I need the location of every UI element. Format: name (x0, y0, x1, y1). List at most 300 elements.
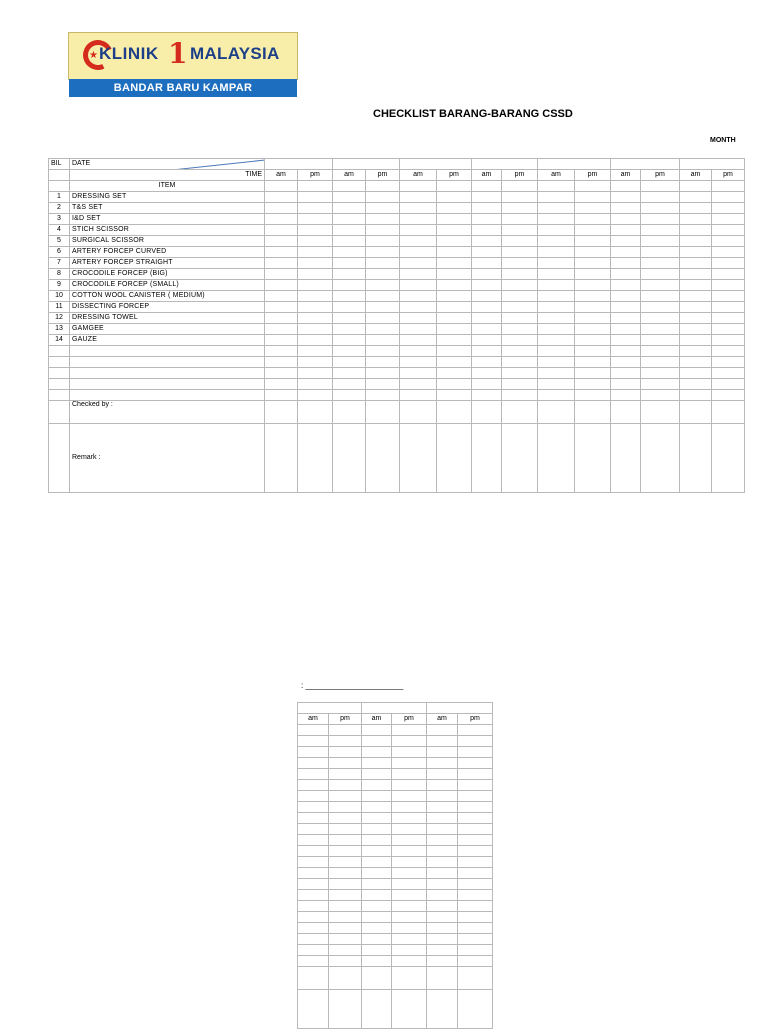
check-cell[interactable] (333, 236, 366, 247)
check-cell[interactable] (502, 280, 538, 291)
check-cell[interactable] (538, 335, 575, 346)
remark-cell[interactable] (437, 424, 472, 493)
check-cell[interactable] (712, 313, 745, 324)
check-cell[interactable] (427, 956, 458, 967)
check-cell[interactable] (329, 912, 362, 923)
check-cell[interactable] (333, 291, 366, 302)
check-cell[interactable] (641, 225, 680, 236)
check-cell[interactable] (329, 945, 362, 956)
check-cell[interactable] (680, 313, 712, 324)
remark-cell[interactable] (502, 424, 538, 493)
check-cell[interactable] (366, 203, 400, 214)
check-cell[interactable] (329, 736, 362, 747)
check-cell[interactable] (437, 192, 472, 203)
check-cell[interactable] (333, 203, 366, 214)
check-cell[interactable] (362, 901, 392, 912)
check-cell[interactable] (298, 258, 333, 269)
check-cell[interactable] (712, 302, 745, 313)
check-cell[interactable] (458, 879, 493, 890)
check-cell[interactable] (472, 258, 502, 269)
check-cell[interactable] (298, 912, 329, 923)
check-cell[interactable] (392, 758, 427, 769)
check-cell[interactable] (472, 324, 502, 335)
check-cell[interactable] (680, 258, 712, 269)
check-cell[interactable] (458, 945, 493, 956)
check-cell[interactable] (611, 225, 641, 236)
check-cell[interactable] (611, 335, 641, 346)
check-cell[interactable] (538, 269, 575, 280)
check-cell[interactable] (502, 269, 538, 280)
check-cell[interactable] (427, 813, 458, 824)
check-cell[interactable] (265, 324, 298, 335)
check-cell[interactable] (392, 868, 427, 879)
check-cell[interactable] (333, 313, 366, 324)
check-cell[interactable] (458, 846, 493, 857)
check-cell[interactable] (366, 302, 400, 313)
check-cell[interactable] (458, 813, 493, 824)
check-cell[interactable] (611, 214, 641, 225)
check-cell[interactable] (366, 225, 400, 236)
check-cell[interactable] (538, 280, 575, 291)
check-cell[interactable] (680, 247, 712, 258)
check-cell[interactable] (458, 791, 493, 802)
check-cell[interactable] (298, 225, 333, 236)
signature-cell[interactable] (472, 401, 502, 424)
check-cell[interactable] (362, 813, 392, 824)
check-cell[interactable] (392, 736, 427, 747)
check-cell[interactable] (298, 192, 333, 203)
check-cell[interactable] (400, 192, 437, 203)
check-cell[interactable] (458, 956, 493, 967)
check-cell[interactable] (458, 802, 493, 813)
check-cell[interactable] (392, 990, 427, 1029)
signature-cell[interactable] (333, 401, 366, 424)
check-cell[interactable] (575, 247, 611, 258)
signature-cell[interactable] (611, 401, 641, 424)
check-cell[interactable] (362, 758, 392, 769)
check-cell[interactable] (392, 901, 427, 912)
check-cell[interactable] (362, 956, 392, 967)
check-cell[interactable] (329, 990, 362, 1029)
check-cell[interactable] (366, 269, 400, 280)
check-cell[interactable] (298, 846, 329, 857)
check-cell[interactable] (437, 203, 472, 214)
check-cell[interactable] (392, 967, 427, 990)
check-cell[interactable] (458, 769, 493, 780)
check-cell[interactable] (538, 291, 575, 302)
check-cell[interactable] (575, 236, 611, 247)
check-cell[interactable] (472, 291, 502, 302)
check-cell[interactable] (265, 335, 298, 346)
check-cell[interactable] (362, 857, 392, 868)
check-cell[interactable] (298, 335, 333, 346)
check-cell[interactable] (265, 313, 298, 324)
signature-cell[interactable] (366, 401, 400, 424)
check-cell[interactable] (265, 291, 298, 302)
check-cell[interactable] (298, 214, 333, 225)
check-cell[interactable] (265, 269, 298, 280)
check-cell[interactable] (427, 879, 458, 890)
check-cell[interactable] (298, 879, 329, 890)
check-cell[interactable] (611, 258, 641, 269)
check-cell[interactable] (362, 802, 392, 813)
check-cell[interactable] (265, 280, 298, 291)
check-cell[interactable] (538, 258, 575, 269)
signature-cell[interactable] (680, 401, 712, 424)
check-cell[interactable] (437, 335, 472, 346)
check-cell[interactable] (333, 269, 366, 280)
check-cell[interactable] (641, 324, 680, 335)
check-cell[interactable] (641, 203, 680, 214)
check-cell[interactable] (366, 291, 400, 302)
check-cell[interactable] (329, 791, 362, 802)
check-cell[interactable] (265, 247, 298, 258)
check-cell[interactable] (575, 214, 611, 225)
check-cell[interactable] (472, 192, 502, 203)
check-cell[interactable] (437, 324, 472, 335)
check-cell[interactable] (502, 335, 538, 346)
check-cell[interactable] (329, 725, 362, 736)
check-cell[interactable] (458, 923, 493, 934)
check-cell[interactable] (366, 192, 400, 203)
check-cell[interactable] (400, 280, 437, 291)
check-cell[interactable] (329, 901, 362, 912)
check-cell[interactable] (400, 258, 437, 269)
check-cell[interactable] (329, 879, 362, 890)
check-cell[interactable] (458, 747, 493, 758)
check-cell[interactable] (712, 269, 745, 280)
check-cell[interactable] (712, 258, 745, 269)
check-cell[interactable] (611, 247, 641, 258)
check-cell[interactable] (298, 945, 329, 956)
check-cell[interactable] (611, 236, 641, 247)
check-cell[interactable] (298, 824, 329, 835)
check-cell[interactable] (362, 846, 392, 857)
check-cell[interactable] (712, 236, 745, 247)
check-cell[interactable] (362, 890, 392, 901)
remark-cell[interactable] (333, 424, 366, 493)
check-cell[interactable] (611, 203, 641, 214)
check-cell[interactable] (575, 291, 611, 302)
check-cell[interactable] (712, 247, 745, 258)
signature-cell[interactable] (437, 401, 472, 424)
check-cell[interactable] (427, 725, 458, 736)
check-cell[interactable] (575, 269, 611, 280)
check-cell[interactable] (502, 225, 538, 236)
check-cell[interactable] (298, 324, 333, 335)
check-cell[interactable] (502, 192, 538, 203)
check-cell[interactable] (712, 291, 745, 302)
check-cell[interactable] (611, 302, 641, 313)
check-cell[interactable] (298, 967, 329, 990)
check-cell[interactable] (329, 835, 362, 846)
check-cell[interactable] (333, 192, 366, 203)
check-cell[interactable] (502, 313, 538, 324)
check-cell[interactable] (641, 302, 680, 313)
check-cell[interactable] (427, 923, 458, 934)
check-cell[interactable] (329, 956, 362, 967)
check-cell[interactable] (392, 769, 427, 780)
check-cell[interactable] (502, 247, 538, 258)
check-cell[interactable] (538, 203, 575, 214)
check-cell[interactable] (458, 934, 493, 945)
check-cell[interactable] (502, 214, 538, 225)
check-cell[interactable] (333, 335, 366, 346)
check-cell[interactable] (641, 247, 680, 258)
check-cell[interactable] (502, 291, 538, 302)
check-cell[interactable] (329, 923, 362, 934)
check-cell[interactable] (392, 846, 427, 857)
check-cell[interactable] (366, 247, 400, 258)
check-cell[interactable] (575, 324, 611, 335)
check-cell[interactable] (366, 258, 400, 269)
signature-cell[interactable] (502, 401, 538, 424)
signature-cell[interactable] (298, 401, 333, 424)
check-cell[interactable] (298, 890, 329, 901)
check-cell[interactable] (400, 302, 437, 313)
check-cell[interactable] (472, 247, 502, 258)
check-cell[interactable] (680, 291, 712, 302)
check-cell[interactable] (575, 192, 611, 203)
remark-cell[interactable] (400, 424, 437, 493)
check-cell[interactable] (538, 302, 575, 313)
check-cell[interactable] (472, 302, 502, 313)
check-cell[interactable] (298, 203, 333, 214)
check-cell[interactable] (362, 967, 392, 990)
check-cell[interactable] (298, 868, 329, 879)
check-cell[interactable] (538, 214, 575, 225)
check-cell[interactable] (392, 835, 427, 846)
check-cell[interactable] (712, 335, 745, 346)
remark-cell[interactable] (680, 424, 712, 493)
check-cell[interactable] (427, 802, 458, 813)
check-cell[interactable] (680, 280, 712, 291)
check-cell[interactable] (298, 769, 329, 780)
check-cell[interactable] (680, 302, 712, 313)
check-cell[interactable] (611, 269, 641, 280)
remark-cell[interactable] (641, 424, 680, 493)
check-cell[interactable] (265, 192, 298, 203)
check-cell[interactable] (362, 879, 392, 890)
check-cell[interactable] (362, 990, 392, 1029)
check-cell[interactable] (298, 934, 329, 945)
check-cell[interactable] (333, 214, 366, 225)
check-cell[interactable] (538, 192, 575, 203)
check-cell[interactable] (427, 890, 458, 901)
check-cell[interactable] (641, 280, 680, 291)
check-cell[interactable] (680, 192, 712, 203)
check-cell[interactable] (472, 203, 502, 214)
check-cell[interactable] (392, 934, 427, 945)
check-cell[interactable] (502, 302, 538, 313)
check-cell[interactable] (298, 901, 329, 912)
check-cell[interactable] (458, 857, 493, 868)
check-cell[interactable] (538, 247, 575, 258)
check-cell[interactable] (392, 879, 427, 890)
check-cell[interactable] (362, 824, 392, 835)
check-cell[interactable] (392, 824, 427, 835)
check-cell[interactable] (392, 791, 427, 802)
signature-cell[interactable] (641, 401, 680, 424)
check-cell[interactable] (427, 868, 458, 879)
check-cell[interactable] (392, 890, 427, 901)
check-cell[interactable] (265, 258, 298, 269)
signature-cell[interactable] (712, 401, 745, 424)
check-cell[interactable] (392, 857, 427, 868)
check-cell[interactable] (641, 269, 680, 280)
check-cell[interactable] (680, 214, 712, 225)
check-cell[interactable] (329, 890, 362, 901)
check-cell[interactable] (427, 769, 458, 780)
remark-cell[interactable] (712, 424, 745, 493)
check-cell[interactable] (538, 324, 575, 335)
check-cell[interactable] (611, 313, 641, 324)
check-cell[interactable] (538, 236, 575, 247)
check-cell[interactable] (502, 203, 538, 214)
check-cell[interactable] (329, 934, 362, 945)
check-cell[interactable] (712, 324, 745, 335)
check-cell[interactable] (472, 313, 502, 324)
check-cell[interactable] (329, 758, 362, 769)
check-cell[interactable] (427, 747, 458, 758)
check-cell[interactable] (458, 835, 493, 846)
check-cell[interactable] (641, 236, 680, 247)
check-cell[interactable] (680, 269, 712, 280)
check-cell[interactable] (333, 280, 366, 291)
check-cell[interactable] (712, 225, 745, 236)
check-cell[interactable] (400, 236, 437, 247)
check-cell[interactable] (366, 236, 400, 247)
check-cell[interactable] (392, 956, 427, 967)
check-cell[interactable] (458, 990, 493, 1029)
check-cell[interactable] (680, 203, 712, 214)
check-cell[interactable] (427, 780, 458, 791)
check-cell[interactable] (611, 291, 641, 302)
check-cell[interactable] (680, 335, 712, 346)
check-cell[interactable] (458, 868, 493, 879)
check-cell[interactable] (437, 236, 472, 247)
check-cell[interactable] (400, 247, 437, 258)
check-cell[interactable] (298, 736, 329, 747)
check-cell[interactable] (575, 258, 611, 269)
check-cell[interactable] (427, 990, 458, 1029)
check-cell[interactable] (362, 736, 392, 747)
check-cell[interactable] (472, 225, 502, 236)
check-cell[interactable] (472, 214, 502, 225)
check-cell[interactable] (298, 857, 329, 868)
check-cell[interactable] (298, 291, 333, 302)
check-cell[interactable] (298, 813, 329, 824)
check-cell[interactable] (427, 945, 458, 956)
check-cell[interactable] (392, 780, 427, 791)
check-cell[interactable] (362, 835, 392, 846)
check-cell[interactable] (298, 725, 329, 736)
check-cell[interactable] (458, 824, 493, 835)
check-cell[interactable] (329, 813, 362, 824)
remark-cell[interactable] (575, 424, 611, 493)
check-cell[interactable] (502, 324, 538, 335)
check-cell[interactable] (680, 236, 712, 247)
check-cell[interactable] (427, 791, 458, 802)
check-cell[interactable] (437, 269, 472, 280)
check-cell[interactable] (641, 258, 680, 269)
check-cell[interactable] (362, 780, 392, 791)
check-cell[interactable] (366, 280, 400, 291)
check-cell[interactable] (298, 236, 333, 247)
check-cell[interactable] (298, 747, 329, 758)
check-cell[interactable] (437, 291, 472, 302)
check-cell[interactable] (427, 901, 458, 912)
remark-cell[interactable] (298, 424, 333, 493)
check-cell[interactable] (437, 313, 472, 324)
check-cell[interactable] (712, 192, 745, 203)
check-cell[interactable] (362, 791, 392, 802)
check-cell[interactable] (400, 324, 437, 335)
check-cell[interactable] (333, 258, 366, 269)
check-cell[interactable] (333, 247, 366, 258)
check-cell[interactable] (265, 203, 298, 214)
check-cell[interactable] (458, 780, 493, 791)
check-cell[interactable] (502, 258, 538, 269)
check-cell[interactable] (298, 791, 329, 802)
check-cell[interactable] (298, 802, 329, 813)
check-cell[interactable] (458, 758, 493, 769)
check-cell[interactable] (712, 280, 745, 291)
check-cell[interactable] (298, 990, 329, 1029)
check-cell[interactable] (712, 214, 745, 225)
signature-cell[interactable] (575, 401, 611, 424)
check-cell[interactable] (392, 923, 427, 934)
check-cell[interactable] (298, 923, 329, 934)
check-cell[interactable] (392, 725, 427, 736)
check-cell[interactable] (575, 335, 611, 346)
check-cell[interactable] (362, 769, 392, 780)
check-cell[interactable] (298, 247, 333, 258)
check-cell[interactable] (611, 280, 641, 291)
check-cell[interactable] (362, 945, 392, 956)
signature-cell[interactable] (265, 401, 298, 424)
check-cell[interactable] (298, 758, 329, 769)
check-cell[interactable] (298, 269, 333, 280)
check-cell[interactable] (641, 313, 680, 324)
check-cell[interactable] (437, 302, 472, 313)
check-cell[interactable] (329, 846, 362, 857)
remark-cell[interactable] (472, 424, 502, 493)
check-cell[interactable] (472, 335, 502, 346)
check-cell[interactable] (400, 214, 437, 225)
remark-cell[interactable] (366, 424, 400, 493)
check-cell[interactable] (680, 225, 712, 236)
check-cell[interactable] (329, 824, 362, 835)
check-cell[interactable] (458, 967, 493, 990)
check-cell[interactable] (458, 912, 493, 923)
check-cell[interactable] (427, 857, 458, 868)
check-cell[interactable] (392, 813, 427, 824)
check-cell[interactable] (329, 857, 362, 868)
check-cell[interactable] (329, 769, 362, 780)
remark-cell[interactable] (611, 424, 641, 493)
check-cell[interactable] (392, 945, 427, 956)
check-cell[interactable] (366, 335, 400, 346)
check-cell[interactable] (362, 868, 392, 879)
check-cell[interactable] (298, 835, 329, 846)
check-cell[interactable] (400, 335, 437, 346)
check-cell[interactable] (575, 203, 611, 214)
check-cell[interactable] (362, 912, 392, 923)
check-cell[interactable] (333, 225, 366, 236)
check-cell[interactable] (392, 747, 427, 758)
signature-cell[interactable] (400, 401, 437, 424)
